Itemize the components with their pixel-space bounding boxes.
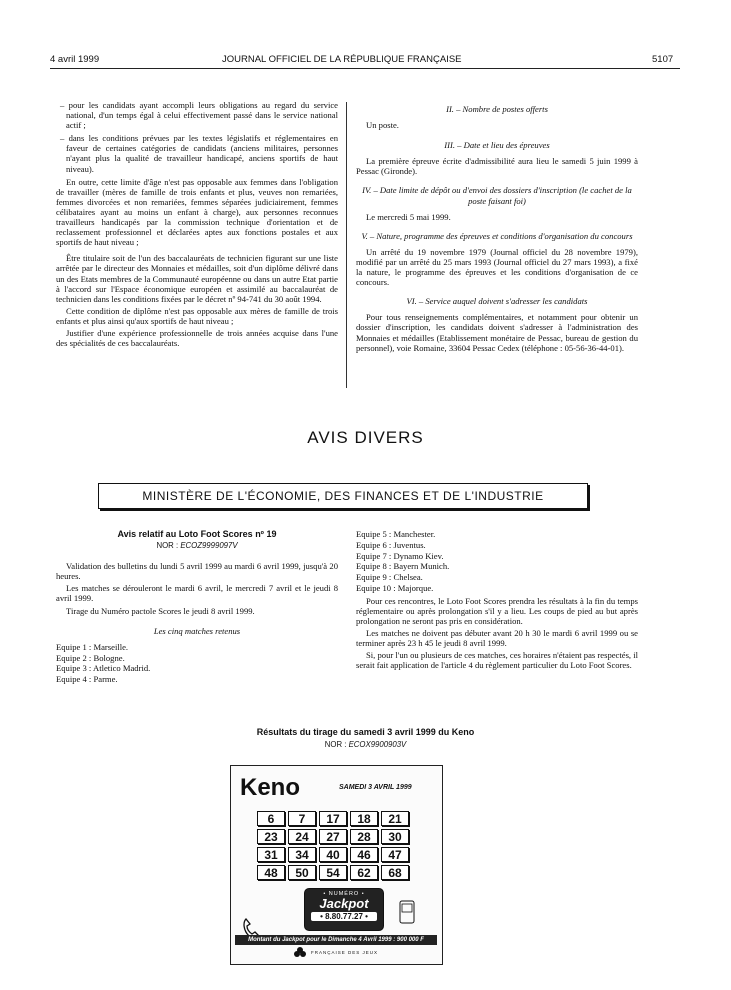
keno-number-cell: 62 — [350, 865, 378, 880]
section-title: II. – Nombre de postes offerts — [446, 104, 548, 114]
keno-number-cell: 68 — [381, 865, 409, 880]
avis-divers-heading: AVIS DIVERS — [307, 428, 424, 447]
keno-number-cell: 31 — [257, 847, 285, 862]
ministry-title: MINISTÈRE DE L'ÉCONOMIE, DES FINANCES ET DE L'INDUSTRIE — [142, 489, 544, 503]
keno-nor: NOR : ECOX9900903V — [324, 740, 407, 749]
paragraph: Pour ces rencontres, le Loto Foot Scores prendra les résultats à la fin du temps réglementaire ou après prolongation s'il y a lieu. Les coups de pied au but après prolongation ne seront pas pris en considération. — [356, 595, 638, 626]
teams-list-left — [56, 642, 338, 685]
paragraph: Un arrêté du 19 novembre 1979 (Journal officiel du 28 novembre 1979), modifié par un arrêté du 25 mars 1993 (Journal officiel du 27 mars 1993), a fixé la nature, le programme des épreuves et les conditions d'organisation de ce concours. — [356, 246, 638, 288]
loto-title: Avis relatif au Loto Foot Scores nº 19 — [117, 529, 277, 539]
header-date: 4 avril 1999 — [50, 54, 100, 65]
section-title: VI. – Service auquel doivent s'adresser les candidats — [406, 296, 588, 307]
paragraph: Si, pour l'un ou plusieurs de ces matches, ces horaires n'étaient pas respectés, il serait fait application de l'article 4 du règlement particulier du Loto Foot Scores. — [356, 650, 638, 671]
section-title: IV. – Date limite de dépôt ou d'envoi des dossiers d'inscription (le cachet de la poste faisant foi) — [362, 185, 632, 206]
nor-code: ECOX9900903V — [348, 740, 407, 749]
header-page-number: 5107 — [652, 54, 674, 65]
list-item: – dans les conditions prévues par les textes législatifs et réglementaires en faveur de certaines catégories de candidats (anciens militaires, personnes n'ayant plus la qualité de travailleur handicapé, anciens sportifs de haut niveau). — [60, 133, 338, 174]
paragraph: Justifier d'une expérience professionnelle de trois années acquise dans l'une des spécialités de ces baccalauréats. — [56, 327, 338, 349]
keno-ticket — [230, 765, 443, 965]
paragraph: Les matches se dérouleront le mardi 6 avril, le mercredi 7 avril et le jeudi 8 avril 1999. — [56, 583, 338, 604]
keno-number-cell: 17 — [319, 811, 347, 826]
jackpot-label: • NUMÉRO • — [323, 891, 365, 897]
keno-number-cell: 7 — [288, 811, 316, 826]
paragraph: En outre, cette limite d'âge n'est pas opposable aux femmes dans l'obligation de travailler (mères de famille de trois enfants et plus, veuves non remariées, femmes divorcées et non remariées, femmes séparées judiciairement, femmes célibataires ayant au moins un enfant à charge), aux personnes reconnues travailleurs handicapés par la commission technique d'orientation et de reclassement professionnel et déclarées aptes aux fonctions postales et aux sportifs de haut niveau ; — [56, 176, 338, 248]
keno-number-grid — [257, 811, 409, 880]
column-divider — [346, 102, 347, 388]
keno-number-cell: 27 — [319, 829, 347, 844]
nor-code: ECOZ9999097V — [180, 541, 238, 551]
brand-name: FRANÇAISE DES JEUX — [311, 950, 379, 955]
team-item: Equipe 5 : Manchester. — [356, 529, 436, 539]
paragraph: Tirage du Numéro pactole Scores le jeudi 8 avril 1999. — [66, 605, 255, 616]
keno-number-cell: 6 — [257, 811, 285, 826]
paragraph: Validation des bulletins du lundi 5 avril 1999 au mardi 6 avril 1999, jusqu'à 20 heures. — [56, 561, 338, 582]
paragraph: Les matches ne doivent pas débuter avant 20 h 30 le mardi 6 avril 1999 ou se terminer après 23 h 45 le jeudi 8 avril 1999. — [356, 628, 638, 649]
team-item: Equipe 9 : Chelsea. — [356, 572, 423, 583]
left-column — [56, 100, 338, 350]
keno-number-cell: 50 — [288, 865, 316, 880]
right-column — [356, 100, 638, 355]
list-item: – pour les candidats ayant accompli leurs obligations au regard du service national, d'un temps égal à celui effectivement passé dans le service national actif ; — [60, 100, 338, 131]
keno-date: SAMEDI 3 AVRIL 1999 — [339, 784, 412, 791]
keno-number-cell: 48 — [257, 865, 285, 880]
keno-number-cell: 23 — [257, 829, 285, 844]
loto-nor: NOR : ECOZ9999097V — [156, 541, 238, 551]
keno-number-cell: 47 — [381, 847, 409, 862]
paragraph: Cette condition de diplôme n'est pas opposable aux mères de famille de trois enfants et plus ainsi qu'aux sportifs de haut niveau ; — [56, 305, 338, 326]
paragraph: Pour tous renseignements complémentaires, et notamment pour obtenir un dossier d'inscription, les candidats doivent s'adresser à l'administration des Monnaies et médailles (Etablissement monétaire de Pessac, bureau de gestion du personnel), voie Romaine, 33604 Pessac Cedex (téléphone : 05-56-36-44-01). — [356, 312, 638, 353]
paragraph: Être titulaire soit de l'un des baccalauréats de technicien figurant sur une liste arrêtée par le directeur des Monnaies et médailles, soit d'un diplôme délivré dans un des Etats membres de la Communauté européenne ou dans un autre Etat partie à l'accord sur l'Espace économique européen et assimilé au baccalauréat de technicien dans les conditions fixées par le décret nº 94-741 du 30 août 1994. — [56, 253, 338, 304]
header-title: JOURNAL OFFICIEL DE LA RÉPUBLIQUE FRANÇAISE — [222, 54, 462, 65]
section-title: V. – Nature, programme des épreuves et conditions d'organisation du concours — [361, 230, 633, 241]
minitel-icon — [399, 900, 415, 924]
keno-number-cell: 54 — [319, 865, 347, 880]
paragraph: Un poste. — [366, 120, 399, 131]
keno-footer: Montant du Jackpot pour le Dimanche 4 Avril 1999 : 900 000 F — [235, 935, 437, 945]
keno-section-title: Résultats du tirage du samedi 3 avril 1999 du Keno — [256, 727, 475, 737]
loto-right-column — [356, 529, 638, 672]
jackpot-number: • 8.80.77.27 • — [311, 912, 377, 921]
team-item: Equipe 2 : Bologne. — [56, 652, 125, 663]
team-item: Equipe 4 : Parme. — [56, 674, 118, 685]
jackpot-panel — [304, 888, 384, 931]
paragraph: Le mercredi 5 mai 1999. — [366, 211, 451, 222]
ministry-box — [98, 483, 588, 509]
matches-title: Les cinq matches retenus — [153, 625, 241, 636]
keno-number-cell: 34 — [288, 847, 316, 862]
loto-left-column — [56, 529, 338, 685]
keno-number-cell: 28 — [350, 829, 378, 844]
section-title: III. – Date et lieu des épreuves — [444, 140, 550, 151]
keno-number-cell: 46 — [350, 847, 378, 862]
keno-number-cell: 18 — [350, 811, 378, 826]
team-item: Equipe 1 : Marseille. — [56, 641, 129, 652]
team-item: Equipe 6 : Juventus. — [356, 539, 426, 550]
team-item: Equipe 3 : Atletico Madrid. — [56, 663, 151, 674]
teams-list-right — [356, 529, 638, 594]
header-rule — [50, 68, 680, 69]
team-item: Equipe 7 : Dynamo Kiev. — [356, 550, 444, 561]
keno-logo: Keno — [240, 774, 300, 801]
paragraph: La première épreuve écrite d'admissibilité aura lieu le samedi 5 juin 1999 à Pessac (Gironde). — [356, 156, 638, 177]
keno-number-cell: 24 — [288, 829, 316, 844]
team-item: Equipe 8 : Bayern Munich. — [356, 561, 450, 572]
keno-number-cell: 40 — [319, 847, 347, 862]
clover-icon — [293, 946, 307, 960]
jackpot-word: Jackpot — [319, 896, 369, 911]
keno-number-cell: 30 — [381, 829, 409, 844]
keno-number-cell: 21 — [381, 811, 409, 826]
team-item: Equipe 10 : Majorque. — [356, 582, 434, 593]
